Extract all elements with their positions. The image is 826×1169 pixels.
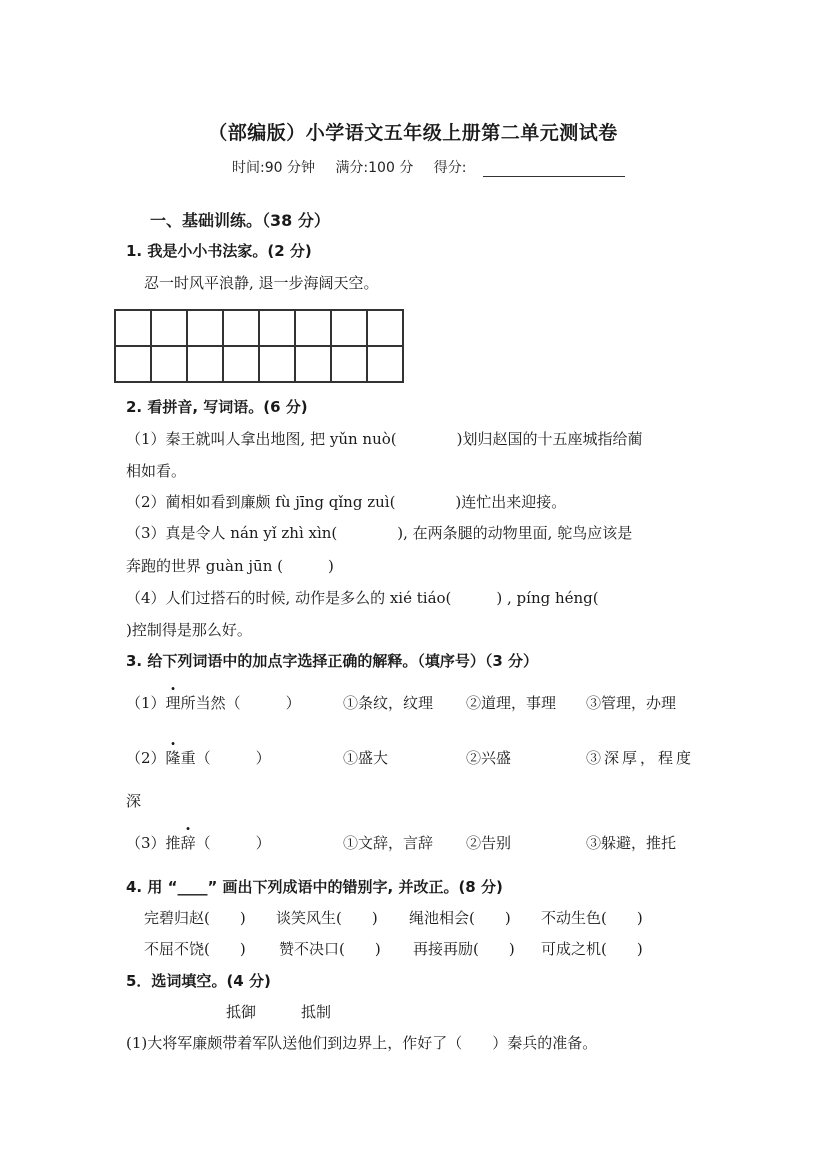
q3-item	[126, 747, 271, 768]
q2-line: 奔跑的世界 guàn jūn ( )	[126, 557, 334, 575]
q3-wrap: 深	[126, 792, 142, 810]
grid-cell[interactable]	[223, 346, 259, 382]
grid-cell[interactable]	[151, 346, 187, 382]
grid-cell[interactable]	[331, 310, 367, 346]
grid-cell[interactable]	[367, 310, 403, 346]
q2-line: )控制得是那么好。	[126, 621, 252, 639]
q2-line: 相如看。	[126, 462, 187, 480]
grid-cell[interactable]	[295, 346, 331, 382]
grid-cell[interactable]	[259, 310, 295, 346]
document-title: （部编版）小学语文五年级上册第二单元测试卷	[208, 122, 618, 144]
q3-option: ①条纹，纹理	[343, 694, 434, 712]
dotted-char: 理	[165, 694, 181, 712]
q2-heading: 2. 看拼音, 写词语。(6 分)	[126, 398, 308, 416]
q4-heading: 4. 用 “____” 画出下列成语中的错别字, 并改正。(8 分)	[126, 878, 503, 896]
q3-heading: 3. 给下列词语中的加点字选择正确的解释。（填序号）（3 分）	[126, 652, 539, 670]
grid-cell[interactable]	[115, 310, 151, 346]
q5-word-option: 抵制	[301, 1003, 332, 1021]
q1-heading: 1. 我是小小书法家。(2 分)	[126, 242, 312, 260]
q4-idiom: 谈笑风生( )	[276, 909, 378, 927]
exam-meta	[232, 157, 625, 177]
q3-option: ②告别	[466, 834, 512, 852]
q3-option: ①盛大	[343, 749, 389, 767]
grid-cell[interactable]	[223, 310, 259, 346]
q3-option: ①文辞，言辞	[343, 834, 434, 852]
calligraphy-grid	[114, 309, 404, 383]
grid-cell[interactable]	[331, 346, 367, 382]
q4-idiom: 可成之机( )	[541, 940, 643, 958]
dotted-char: 隆	[165, 749, 181, 767]
q4-idiom: 完碧归赵( )	[144, 909, 246, 927]
q2-line: （3）真是令人 nán yǐ zhì xìn( ), 在两条腿的动物里面, 鸵鸟应该是	[126, 524, 633, 542]
item-number: （1）	[126, 694, 166, 712]
q4-idiom: 赞不决口( )	[279, 940, 381, 958]
grid-cell[interactable]	[295, 310, 331, 346]
q5-word-option: 抵御	[226, 1003, 257, 1021]
item-word: 重（ ）	[180, 749, 271, 767]
q2-line: （2）蔺相如看到廉颇 fù jīng qǐng zuì( )连忙出来迎接。	[126, 493, 567, 511]
grid-row	[115, 310, 403, 346]
q4-idiom: 不屈不饶( )	[144, 940, 246, 958]
q3-option: ③躲避，推托	[586, 834, 677, 852]
q3-item	[126, 832, 271, 853]
grid-cell[interactable]	[187, 310, 223, 346]
q4-idiom: 再接再励( )	[413, 940, 515, 958]
q4-idiom: 不动生色( )	[541, 909, 643, 927]
part1-heading: 一、基础训练。（38 分）	[150, 211, 330, 230]
q3-option: ②道理，事理	[466, 694, 557, 712]
q5-heading: 5．选词填空。(4 分)	[126, 972, 271, 990]
grid-row	[115, 346, 403, 382]
grid-cell[interactable]	[151, 310, 187, 346]
grid-cell[interactable]	[115, 346, 151, 382]
q2-line: （1）秦王就叫人拿出地图, 把 yǔn nuò( )划归赵国的十五座城指给蔺	[126, 430, 643, 448]
item-word: 所当然（ ）	[180, 694, 301, 712]
q3-option: ②兴盛	[466, 749, 512, 767]
q3-item	[126, 692, 301, 713]
q5-line: (1)大将军廉颇带着军队送他们到边界上，作好了（ ）秦兵的准备。	[126, 1034, 598, 1052]
q3-option: ③深厚，程度	[586, 749, 695, 767]
item-number: （2）	[126, 749, 166, 767]
grid-cell[interactable]	[187, 346, 223, 382]
full-score: 满分:100 分	[335, 160, 414, 176]
q2-line: （4）人们过搭石的时候, 动作是多么的 xié tiáo( ) , píng héng(	[126, 589, 599, 607]
time-limit: 时间:90 分钟	[232, 160, 315, 176]
item-word-prefix: 推	[165, 834, 181, 852]
q4-idiom: 绳池相会( )	[409, 909, 511, 927]
q1-sentence: 忍一时风平浪静, 退一步海阔天空。	[144, 274, 379, 292]
score-blank[interactable]	[483, 162, 625, 177]
grid-cell[interactable]	[259, 346, 295, 382]
score-label: 得分:	[433, 160, 467, 176]
q3-option: ③管理，办理	[586, 694, 677, 712]
dotted-char: 辞	[180, 834, 196, 852]
item-word: （ ）	[195, 834, 271, 852]
grid-cell[interactable]	[367, 346, 403, 382]
item-number: （3）	[126, 834, 166, 852]
